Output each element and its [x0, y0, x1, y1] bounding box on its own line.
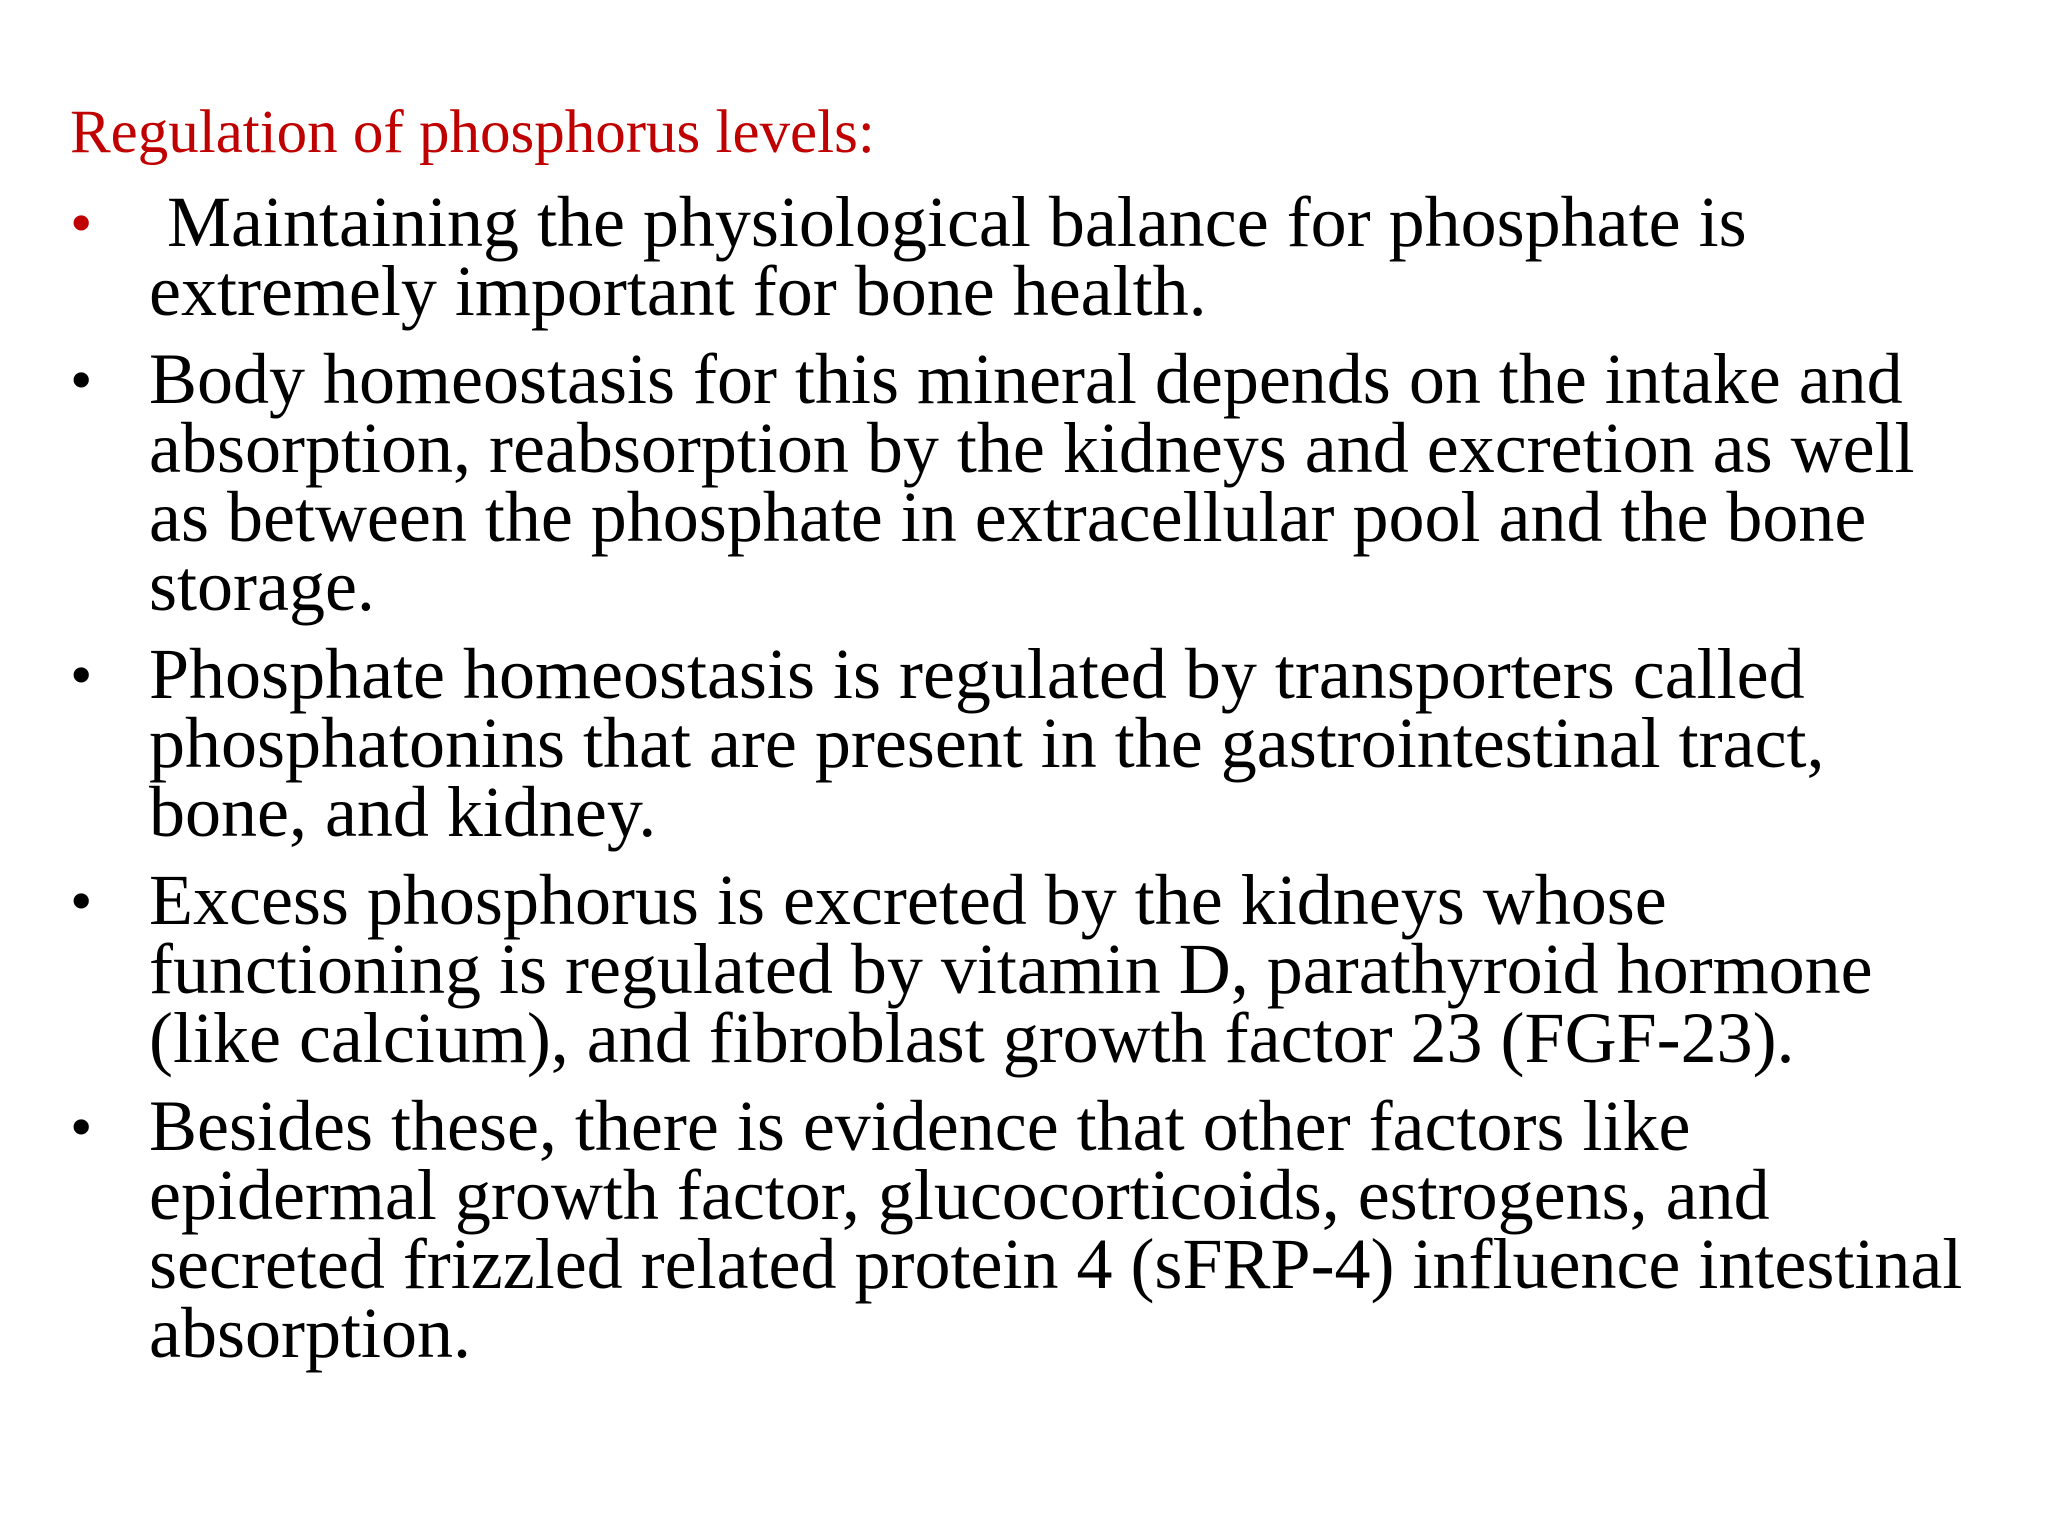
bullet-item — [70, 339, 1970, 626]
bullet-item — [70, 860, 1970, 1078]
bullet-list — [70, 182, 1970, 1387]
bullet-item — [70, 1086, 1970, 1373]
slide-heading: Regulation of phosphorus levels: — [70, 99, 875, 166]
bullet-text: Body homeostasis for this mineral depends on the intake and absorption, reabsorption by the kidneys and excretion as well as between the phosphate in extracellular pool and the bone storage. — [149, 339, 1915, 626]
bullet-dot-icon: • — [70, 639, 93, 710]
bullet-dot-icon: • — [70, 1091, 93, 1162]
bullet-text: Phosphate homeostasis is regulated by transporters called phosphatonins that are present in the gastrointestinal tract, bone, and kidney. — [149, 634, 1825, 852]
bullet-item — [70, 182, 1970, 331]
bullet-dot-icon: • — [70, 344, 93, 415]
bullet-dot-icon: • — [70, 187, 93, 258]
bullet-item — [70, 634, 1970, 852]
bullet-text: Besides these, there is evidence that other factors like epidermal growth factor, glucocorticoids, estrogens, and secreted frizzled related protein 4 (sFRP-4) influence intestinal absorption. — [149, 1086, 1963, 1373]
bullet-text: Excess phosphorus is excreted by the kidneys whose functioning is regulated by vitamin D, parathyroid hormone (like calcium), and fibroblast growth factor 23 (FGF-23). — [149, 860, 1873, 1078]
bullet-text: Maintaining the physiological balance for phosphate is extremely important for bone health. — [149, 182, 1765, 331]
bullet-dot-icon: • — [70, 865, 93, 936]
